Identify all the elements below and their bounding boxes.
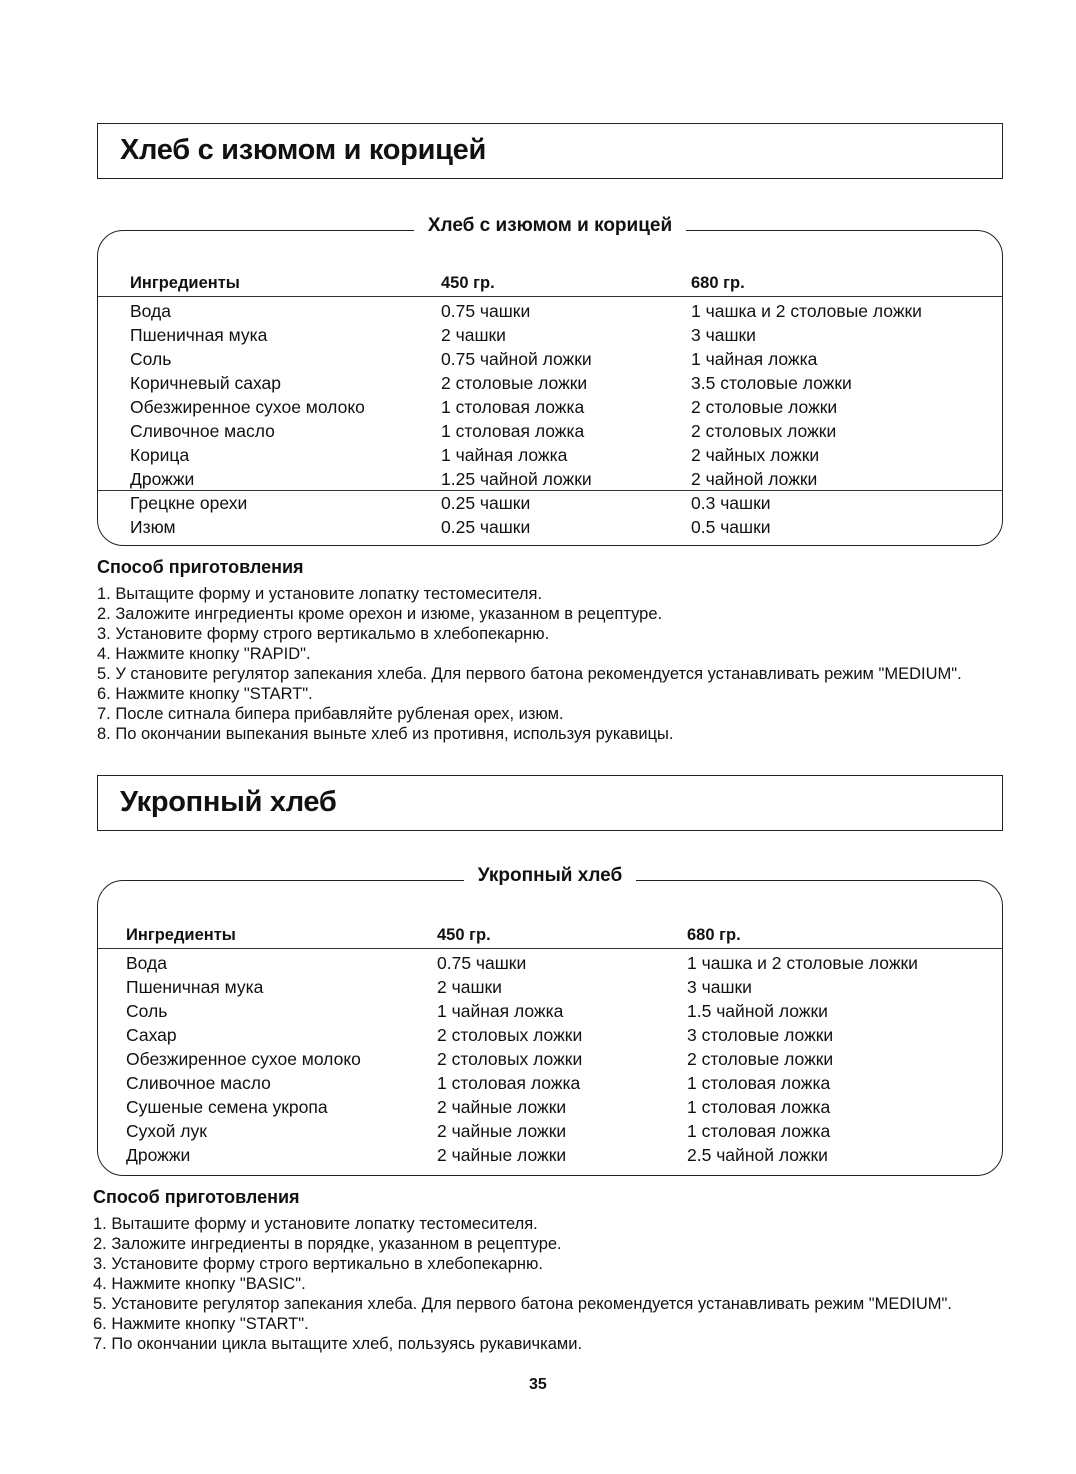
amount-680g: 3 чашки [687, 977, 752, 997]
table-row [98, 951, 1002, 975]
amount-680g: 2 чайных ложки [691, 445, 820, 465]
ingredient-name: Обезжиренное сухое молоко [130, 397, 365, 417]
recipe-table-raisin-cinnamon [97, 215, 1003, 546]
amount-450g: 0.75 чайной ложки [441, 349, 592, 369]
amount-450g: 1 чайная ложка [441, 445, 568, 465]
table-header-row [98, 923, 1002, 947]
amount-680g: 3 чашки [691, 325, 756, 345]
amount-450g: 2 чайные ложки [437, 1097, 567, 1117]
section-title-box-dill [97, 775, 1003, 831]
section-title: Хлеб с изюмом и корицей [120, 134, 486, 166]
table-row [98, 467, 1002, 491]
table-row [98, 371, 1002, 395]
amount-680g: 2 столовых ложки [691, 421, 837, 441]
amount-450g: 1.25 чайной ложки [441, 469, 592, 489]
column-header: Ингредиенты [130, 274, 240, 292]
ingredient-name: Дрожжи [130, 469, 195, 489]
amount-450g: 2 чашки [437, 977, 502, 997]
recipe-table-dill [97, 865, 1003, 1176]
ingredient-name: Корица [130, 445, 190, 465]
method-heading: Способ приготовления [97, 557, 304, 577]
amount-450g: 2 чайные ложки [437, 1121, 567, 1141]
table-row [98, 299, 1002, 323]
table-row [98, 443, 1002, 467]
amount-450g: 1 столовая ложка [441, 421, 585, 441]
ingredient-name: Вода [130, 301, 171, 321]
ingredient-name: Грецкне орехи [130, 493, 248, 513]
ingredient-name: Изюм [130, 517, 176, 537]
method-step: 6. Нажмите кнопку "START". [97, 685, 313, 703]
amount-680g: 1 чашка и 2 столовые ложки [687, 953, 918, 973]
table-row [98, 419, 1002, 443]
amount-450g: 2 столовых ложки [437, 1049, 583, 1069]
amount-680g: 1 чайная ложка [691, 349, 818, 369]
amount-680g: 1.5 чайной ложки [687, 1001, 828, 1021]
amount-450g: 0.25 чашки [441, 517, 531, 537]
ingredient-name: Обезжиренное сухое молоко [126, 1049, 361, 1069]
section-title-box-raisin-cinnamon [97, 123, 1003, 179]
method-step: 4. Нажмите кнопку "BASIC". [93, 1275, 306, 1293]
amount-680g: 2 чайной ложки [691, 469, 818, 489]
table-row [98, 491, 1002, 515]
table-row [98, 1047, 1002, 1071]
amount-680g: 2 столовые ложки [687, 1049, 834, 1069]
amount-450g: 1 чайная ложка [437, 1001, 564, 1021]
amount-450g: 2 чайные ложки [437, 1145, 567, 1165]
method-step: 3. Установите форму строго вертикальмо в хлебопекарню. [97, 625, 550, 643]
amount-680g: 2 столовые ложки [691, 397, 838, 417]
amount-450g: 2 столовые ложки [441, 373, 588, 393]
column-header: 680 гр. [687, 926, 741, 944]
recipe-heading: Укропный хлеб [464, 865, 636, 886]
amount-450g: 0.75 чашки [441, 301, 531, 321]
table-row [98, 975, 1002, 999]
method-step: 6. Нажмите кнопку "START". [93, 1315, 309, 1333]
ingredient-name: Вода [126, 953, 167, 973]
table-row [98, 515, 1002, 539]
table-row [98, 1071, 1002, 1095]
method-step: 4. Нажмите кнопку "RAPID". [97, 645, 311, 663]
method-step: 3. Установите форму строго вертикально в хлебопекарню. [93, 1255, 543, 1273]
amount-450g: 0.25 чашки [441, 493, 531, 513]
ingredient-name: Сливочное масло [126, 1073, 271, 1093]
header-divider [98, 296, 1002, 297]
column-header: Ингредиенты [126, 926, 236, 944]
column-header: 450 гр. [441, 274, 495, 292]
ingredient-name: Дрожжи [126, 1145, 191, 1165]
section-title: Укропный хлеб [120, 786, 337, 818]
table-row [98, 1023, 1002, 1047]
amount-450g: 2 чашки [441, 325, 506, 345]
method-step: 8. По окончании выпекания выньте хлеб из противня, используя рукавицы. [97, 725, 674, 743]
ingredient-name: Сахар [126, 1025, 177, 1045]
table-row [98, 1119, 1002, 1143]
amount-450g: 0.75 чашки [437, 953, 527, 973]
amount-680g: 0.5 чашки [691, 517, 771, 537]
amount-680g: 1 столовая ложка [687, 1121, 831, 1141]
recipe-heading: Хлеб с изюмом и корицей [414, 215, 686, 236]
amount-450g: 2 столовых ложки [437, 1025, 583, 1045]
method-heading: Способ приготовления [93, 1187, 300, 1207]
amount-680g: 0.3 чашки [691, 493, 771, 513]
amount-450g: 1 столовая ложка [437, 1073, 581, 1093]
method-step: 1. Вытащите форму и установите лопатку тестомесителя. [97, 585, 543, 603]
ingredient-name: Сухой лук [126, 1121, 207, 1141]
table-row [98, 323, 1002, 347]
method-step: 1. Выташите форму и установите лопатку тестомесителя. [93, 1215, 538, 1233]
method-step: 2. Заложите ингредиенты кроме орехон и изюме, указанном в рецептуре. [97, 605, 663, 623]
column-header: 680 гр. [691, 274, 745, 292]
ingredient-name: Сливочное масло [130, 421, 275, 441]
table-row [98, 999, 1002, 1023]
method-step: 2. Заложите ингредиенты в порядке, указанном в рецептуре. [93, 1235, 562, 1253]
method-step: 7. По окончании цикла вытащите хлеб, пользуясь рукавичками. [93, 1335, 583, 1353]
amount-680g: 3.5 столовые ложки [691, 373, 852, 393]
ingredient-name: Сушеные семена укропа [126, 1097, 328, 1117]
header-divider [98, 948, 1002, 949]
ingredient-name: Соль [126, 1001, 168, 1021]
table-row [98, 395, 1002, 419]
table-row [98, 1095, 1002, 1119]
table-header-row [98, 271, 1002, 295]
column-header: 450 гр. [437, 926, 491, 944]
ingredient-name: Соль [130, 349, 172, 369]
method-step: 5. Установите регулятор запекания хлеба. Для первого батона рекомендуется устанавливать режим "MEDIUM". [93, 1295, 952, 1313]
ingredient-name: Пшеничная мука [126, 977, 264, 997]
ingredient-name: Пшеничная мука [130, 325, 268, 345]
amount-680g: 1 столовая ложка [687, 1073, 831, 1093]
amount-450g: 1 столовая ложка [441, 397, 585, 417]
table-row [98, 347, 1002, 371]
ingredient-name: Коричневый сахар [130, 373, 281, 393]
method-step: 7. После ситнала бипера прибавляйте рубленая орех, изюм. [97, 705, 564, 723]
amount-680g: 1 чашка и 2 столовые ложки [691, 301, 922, 321]
method-step: 5. У становите регулятор запекания хлеба. Для первого батона рекомендуется устанавливать режим "MEDIUM". [97, 665, 962, 683]
page-number: 35 [529, 1376, 547, 1393]
amount-680g: 3 столовые ложки [687, 1025, 834, 1045]
amount-680g: 2.5 чайной ложки [687, 1145, 828, 1165]
amount-680g: 1 столовая ложка [687, 1097, 831, 1117]
table-row [98, 1143, 1002, 1167]
